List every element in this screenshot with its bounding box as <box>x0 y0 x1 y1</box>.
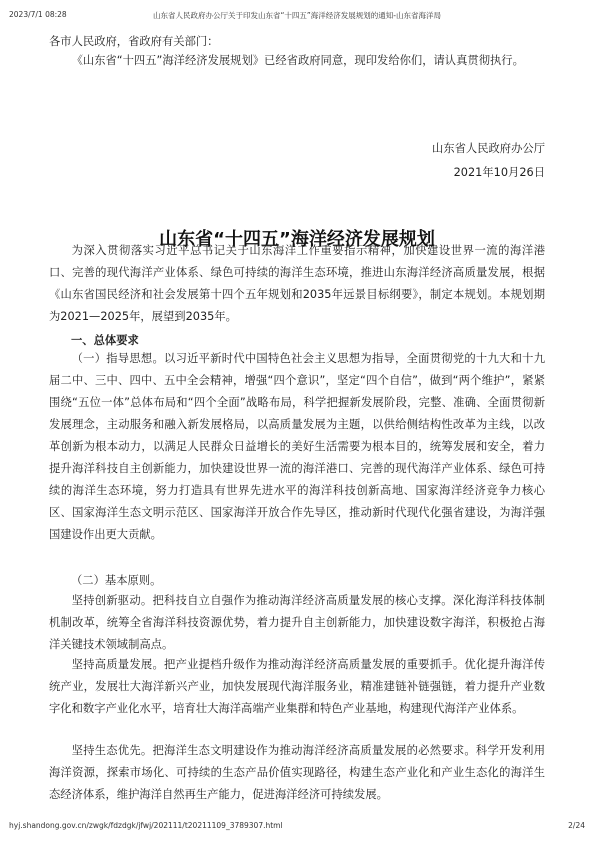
principle-ecology: 坚持生态优先。把海洋生态文明建设作为推动海洋经济高质量发展的必然要求。科学开发利用海洋资源，探索市场化、可持续的生态产品价值实现路径，构建生态产业化和产业生态化的海洋生态经济体系，维护海洋自然再生产能力，促进海洋经济可持续发展。 <box>49 744 545 801</box>
basic-principles-heading: （二）基本原则。 <box>71 574 162 587</box>
notice-body: 《山东省“十四五”海洋经济发展规划》已经省政府同意，现印发给你们，请认真贯彻执行。 <box>71 54 524 67</box>
print-header <box>0 10 594 24</box>
print-page-title: 山东省人民政府办公厅关于印发山东省“十四五”海洋经济发展规划的通知-山东省海洋局 <box>153 11 441 20</box>
notice-issuer: 山东省人民政府办公厅 <box>432 142 545 155</box>
print-datetime: 2023/7/1 08:28 <box>9 10 67 19</box>
plan-intro: 为深入贯彻落实习近平总书记关于山东海洋工作重要指示精神，加快建设世界一流的海洋港口、完善的现代海洋产业体系、绿色可持续的海洋生态环境，推进山东海洋经济高质量发展，根据《山东省国民经济和社会发展第十四个五年规划和2035年远景目标纲要》，制定本规划。本规划期为2021—2025年，展望到2035年。 <box>49 244 545 323</box>
page-number: 2/24 <box>568 821 585 830</box>
page-url: hyj.shandong.gov.cn/zwgk/fdzdgk/jfwj/202111/t20211109_3789307.html <box>9 821 283 830</box>
notice-salutation: 各市人民政府，省政府有关部门： <box>49 35 219 48</box>
guiding-ideology: （一）指导思想。以习近平新时代中国特色社会主义思想为指导，全面贯彻党的十九大和十九届二中、三中、四中、五中全会精神，增强“四个意识”，坚定“四个自信”，做到“两个维护”，紧紧围绕“五位一体”总体布局和“四个全面”战略布局，科学把握新发展阶段，完整、准确、全面贯彻新发展理念，主动服务和融入新发展格局，以高质量发展为主题，以供给侧结构性改革为主线，以改革创新为根本动力，以满足人民群众日益增长的美好生活需要为根本目的，统筹发展和安全，着力提升海洋科技自主创新能力，加快建设世界一流的海洋港口、完善的现代海洋产业体系、绿色可持续的海洋生态环境，努力打造具有世界先进水平的海洋科技创新高地、国家海洋经济竞争力核心区、国家海洋生态文明示范区、国家海洋开放合作先导区，推动新时代现代化强省建设，为海洋强国建设作出更大贡献。 <box>49 352 545 541</box>
notice-date: 2021年10月26日 <box>453 166 545 179</box>
principle-quality: 坚持高质量发展。把产业提档升级作为推动海洋经济高质量发展的重要抓手。优化提升海洋传统产业，发展壮大海洋新兴产业，加快发展现代海洋服务业，精准建链补链强链，着力提升产业数字化和数字产业化水平，培育壮大海洋高端产业集群和特色产业基地，构建现代海洋产业体系。 <box>49 658 545 715</box>
principle-innovation: 坚持创新驱动。把科技自立自强作为推动海洋经济高质量发展的核心支撑。深化海洋科技体制机制改革，统筹全省海洋科技资源优势，着力提升自主创新能力，加快建设数字海洋，积极抢占海洋关键技术领域制高点。 <box>49 594 545 651</box>
section-heading-general: 一、总体要求 <box>71 334 139 347</box>
plan-title: 山东省“十四五”海洋经济发展规划 <box>159 229 435 250</box>
